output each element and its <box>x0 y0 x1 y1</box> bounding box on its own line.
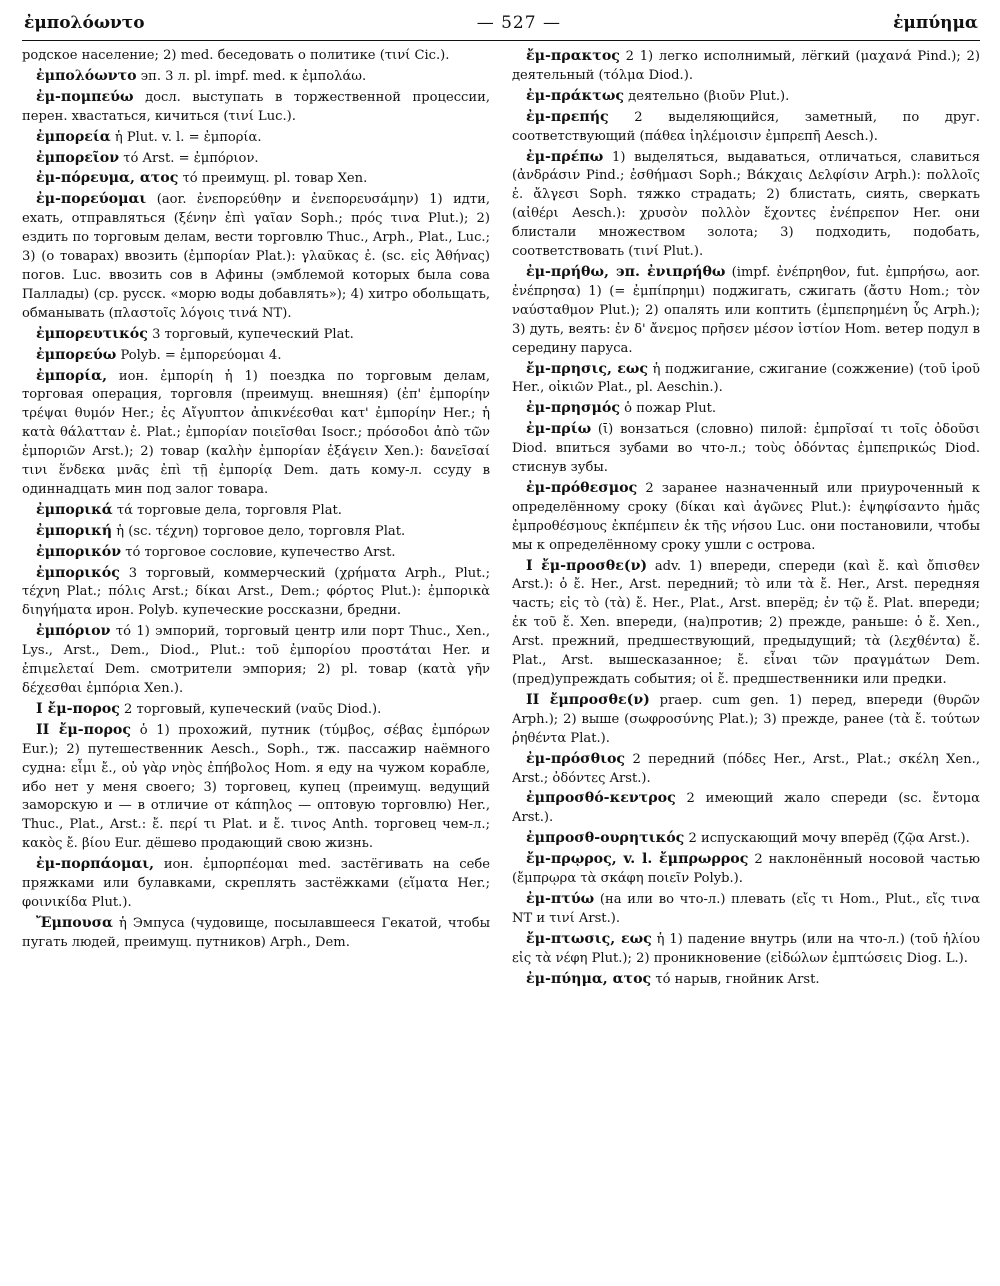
entry-headword: I ἔμ-πορος <box>36 700 120 717</box>
entry-headword: ἐμπόριον <box>36 623 111 640</box>
entry-headword: ἐμ-πομπεύω <box>36 88 134 105</box>
dictionary-entry <box>512 850 980 889</box>
entry-definition: деятельно (βιοῦν Plut.). <box>623 88 790 104</box>
entry-definition: ион. ἐμπορπέομαι med. застёгивать на себе пряжками или булавками, скреплять застёжками (εἵματα Her.; φοινικίδα Plut.). <box>22 857 490 910</box>
entry-definition: 1) выделяться, выдаваться, отличаться, славиться (ἀνδράσιν Pind.; ἐσθήμασι Soph.; Βάκχαις Δελφίσιν Arph.): πολλοῖς ἐ. ἄλγεσι Soph. тяжко страдать; 2) блистать, сиять, сверкать (αἰθέρι Aesch.): χρυσὸν πολλὸν ἔχοντες ἐνέπρεπον Her. они блистали множеством золота; 3) подходить, подобать, соответствовать (τινί Plut.). <box>512 149 980 260</box>
entry-definition: ἡ 1) падение внутрь (или на что-л.) (τοῦ ἡλίου εἰς τὰ νέφη Plut.); 2) проникновение (εἰδώλων ἐμπτώσεις Diog. L.). <box>512 931 980 966</box>
dictionary-entry <box>512 399 980 419</box>
header-rule <box>22 40 980 41</box>
dictionary-entry <box>22 522 490 542</box>
entry-headword: ἐμπορεῖον <box>36 149 120 166</box>
entry-definition: (ῑ) вонзаться (словно) пилой: ἐμπρῖσαί τι τοῖς ὀδοῦσι Diod. впиться зубами во что-л.; τοὺς ὀδόντας ἐμπεπρικώς Diod. стиснув зубы. <box>512 422 980 476</box>
dictionary-entry <box>512 420 980 478</box>
dictionary-entry <box>22 564 490 622</box>
dictionary-entry <box>512 148 980 262</box>
entry-definition: 3 торговый, коммерческий (χρήματα Arph., Plut.; τέχνη Plat.; πόλις Arst.; δίκαι Arst., Dem.; φόρτος Plut.): ἐμπορικὰ διηγήματα ирон. Polyb. купеческие россказни, бредни. <box>22 565 490 619</box>
dictionary-entry <box>512 479 980 556</box>
entry-headword: ἐμπορεύω <box>36 346 117 363</box>
entry-definition: эп. 3 л. pl. impf. med. к ἐμπολάω. <box>136 68 367 84</box>
dictionary-entry <box>512 970 980 990</box>
header-right-guideword: ἐμπύημα <box>893 13 978 33</box>
entry-headword: ἐμπροσθ-ουρητικός <box>526 830 685 847</box>
entry-headword: II ἔμ-πορος <box>36 721 132 738</box>
dictionary-entry <box>512 108 980 147</box>
dictionary-entry <box>22 367 490 500</box>
entry-definition: досл. выступать в торжественной процессии, перен. хвастаться, кичиться (τινί Luc.). <box>22 89 490 124</box>
dictionary-entry <box>512 360 980 399</box>
entry-headword: ἐμπορική <box>36 522 113 539</box>
entry-definition: 2 выделяющийся, заметный, по друг. соответствующий (πάθεα ἰηλέμοισιν ἐμπρεπῆ Aesch.). <box>512 109 980 144</box>
dictionary-entry <box>22 67 490 87</box>
dictionary-entry <box>512 750 980 789</box>
dictionary-entry <box>22 128 490 148</box>
entry-headword: ἔμ-πτωσις, εως <box>526 930 652 947</box>
entry-headword: II ἔμπροσθε(ν) <box>526 691 650 708</box>
entry-definition: ἡ Plut. v. l. = ἐμπορία. <box>110 129 262 145</box>
entry-definition: (aor. ἐνεπορεύθην и ἐνεπορευσάμην) 1) идти, ехать, отправляться (ξένην ἐπὶ γαῖαν Soph.; πρός τινα Plut.); 2) ездить по торговым делам, вести торговлю Thuc., Arph., Plat., Luc.; 3) (о товарах) ввозить (ἐμπορίαν Plat.): γλαῦκας ἐ. (sc. εἰς Ἀθήνας) погов. Luc. ввозить сов в Афины (эмблемой которых была сова Паллады) (ср. русск. «морю воды добавлять»); 4) хитро обольщать, обманывать (πλαστοῖς λόγοις τινά NT). <box>22 192 490 321</box>
entry-definition: praep. cum gen. 1) перед, впереди (θυρῶν Arph.); 2) выше (σωφροσύνης Plat.); 3) прежде, ранее (τὰ ἔ. τούτων ῥηθέντα Plat.). <box>512 692 980 746</box>
entry-definition: 2 испускающий мочу вперёд (ζῷα Arst.). <box>684 831 970 847</box>
entry-headword: ἐμ-πρόσθιος <box>526 750 626 767</box>
dictionary-entry <box>512 557 980 690</box>
entry-headword: ἐμ-πρήθω, эп. ἐνιπρήθω <box>526 263 726 280</box>
dictionary-entry <box>22 501 490 521</box>
entry-definition: ὁ 1) прохожий, путник (τύμβος, σέβας ἐμπόρων Eur.); 2) путешественник Aesch., Soph., тж. пассажир наёмного судна: εἶμι ἔ., οὐ γὰρ νηὸς ἐπήβολος Hom. я еду на чужом корабле, ибо нет у меня своего; 3) торговец, купец (преимущ. ведущий заморскую и — в отличие от κάπηλος — оптовую торговлю) Her., Thuc., Plat., Arst.: ἔ. περί τι Plat. и ἔ. τινος Anth. торговец чем-л.; κακὸς ἔ. βίου Eur. дёшево продающий свою жизнь. <box>22 722 490 852</box>
dictionary-entry <box>22 622 490 699</box>
dictionary-entry <box>22 543 490 563</box>
entry-definition: 2 имеющий жало спереди (sc. ἔντομα Arst.). <box>512 791 980 826</box>
entry-headword: ἐμ-πρόθεσμος <box>526 479 638 496</box>
entry-headword: I ἔμ-προσθε(ν) <box>526 557 648 574</box>
entry-headword: ἐμ-πόρευμα, ατος <box>36 170 179 187</box>
dictionary-entry <box>512 691 980 749</box>
entry-definition: (impf. ἐνέπρηθον, fut. ἐμπρήσω, aor. ἐνέπρησα) 1) (= ἐμπίπρημι) поджигать, сжигать (ἄστυ Hom.; τὸν ναύσταθμον Plut.); 2) опалять или коптить (ἐμπεπρημένη ὗς Arph.); 3) дуть, веять: ἐν δ' ἄνεμος πρῆσεν μέσον ἱστίον Hom. ветер подул в середину паруса. <box>512 264 980 356</box>
entry-definition: ἡ поджигание, сжигание (сожжение) (τοῦ ἱροῦ Her., οἰκιῶν Plat., pl. Aeschin.). <box>512 361 980 396</box>
entry-headword: ἐμπορεία <box>36 128 111 145</box>
entry-definition: Polyb. = ἐμπορεύομαι 4. <box>116 347 282 363</box>
entry-headword: ἐμ-πύημα, ατος <box>526 970 652 987</box>
dictionary-entry <box>22 47 490 66</box>
header-left-guideword: ἐμπολόωντο <box>24 13 145 33</box>
entry-headword: ἐμπορικόν <box>36 543 122 560</box>
entry-definition: τό нарыв, гнойник Arst. <box>651 971 820 987</box>
dictionary-entry <box>512 47 980 86</box>
dictionary-entry <box>512 87 980 107</box>
entry-headword: ἐμ-πρίω <box>526 421 592 438</box>
entry-headword: ἐμ-πτύω <box>526 890 595 907</box>
entry-definition: (на или во что-л.) плевать (εἴς τι Hom., Plut., εἴς τινα NT и τινί Arst.). <box>512 891 980 926</box>
page-number: — 527 — <box>476 13 561 33</box>
entry-headword: ἐμ-πορπάομαι, <box>36 856 155 873</box>
entry-headword: ἔμ-πρησις, εως <box>526 360 649 377</box>
entry-definition: 2 передний (πόδες Her., Arst., Plat.; σκέλη Xen., Arst.; ὀδόντες Arst.). <box>512 751 980 786</box>
dictionary-entry <box>512 930 980 969</box>
entry-definition: 2 заранее назначенный или приуроченный к определённому сроку (δίκαι καὶ ἀγῶνες Plut.): ἐψηφίσαντο ἡμᾶς ἐμπροθέσμους ἐκπέμπειν ἐκ τῆς νήσου Luc. они постановили, чтобы мы к определённому сроку ушли с острова. <box>512 480 980 553</box>
dictionary-entry <box>22 169 490 189</box>
dictionary-entry <box>512 263 980 359</box>
columns <box>22 47 980 1267</box>
entry-headword: ἐμπορία, <box>36 367 108 384</box>
left-column <box>22 47 490 1267</box>
entry-headword: ἐμπροσθό-κεντρος <box>526 790 676 807</box>
entry-definition: ἡ Эмпуса (чудовище, посылавшееся Гекатой, чтобы пугать людей, преимущ. путников) Arph., Dem. <box>22 915 490 950</box>
entry-definition: τό 1) эмпорий, торговый центр или порт Thuc., Xen., Lys., Arst., Dem., Diod., Plut.: τοῦ ἐμπορίου προστάται Her. и ἐπιμελεταί Dem. смотрители эмпория; 2) pl. товар (κατὰ γῆν δέχεσθαι ἐμπόρια Xen.). <box>22 624 490 696</box>
entry-definition: 2 1) легко исполнимый, лёгкий (μαχανά Pind.); 2) деятельный (τόλμα Diod.). <box>512 49 980 83</box>
entry-headword: ἐμ-πορεύομαι <box>36 191 147 208</box>
entry-definition: 3 торговый, купеческий Plat. <box>147 326 354 342</box>
running-header <box>22 12 980 40</box>
entry-headword: ἔμ-πρακτος <box>526 48 620 64</box>
entry-definition: τό Arst. = ἐμπόριον. <box>119 150 259 166</box>
dictionary-entry <box>22 914 490 953</box>
dictionary-entry <box>22 325 490 345</box>
entry-definition: 2 наклонённый носовой частью (ἔμπρῳρα τὰ σκάφη ποιεῖν Polyb.). <box>512 852 980 887</box>
entry-definition: ὁ пожар Plut. <box>619 401 717 417</box>
dictionary-entry <box>512 890 980 929</box>
entry-definition: 2 торговый, купеческий (ναῦς Diod.). <box>119 701 382 717</box>
entry-headword: ἐμ-πρεπής <box>526 108 609 125</box>
dictionary-entry <box>22 346 490 366</box>
entry-definition: родское население; 2) med. беседовать о политике (τινί Cic.). <box>22 48 450 63</box>
entry-headword: ἐμπολόωντο <box>36 67 137 84</box>
dictionary-entry <box>512 829 980 849</box>
entry-definition: τό торговое сословие, купечество Arst. <box>121 544 396 560</box>
dictionary-entry <box>22 190 490 323</box>
dictionary-entry <box>22 149 490 169</box>
dictionary-entry <box>22 721 490 854</box>
entry-headword: ἐμ-πρησμός <box>526 400 620 417</box>
entry-definition: ἡ (sc. τέχνη) торговое дело, торговля Plat. <box>112 523 406 539</box>
entry-headword: ἐμπορευτικός <box>36 325 148 342</box>
dictionary-entry <box>22 88 490 127</box>
dictionary-entry <box>22 855 490 913</box>
dictionary-entry <box>512 789 980 828</box>
entry-headword: ἔμ-πρῳρος, v. l. ἔμπρωρρος <box>526 851 749 868</box>
entry-headword: ἐμ-πράκτως <box>526 87 624 104</box>
entry-headword: ἐμ-πρέπω <box>526 148 604 165</box>
right-column <box>512 47 980 1267</box>
entry-headword: ἐμπορικά <box>36 501 113 518</box>
entry-headword: Ἔμπουσα <box>36 914 113 931</box>
dictionary-entry <box>22 700 490 720</box>
entry-definition: adv. 1) впереди, спереди (καὶ ἔ. καὶ ὄπισθεν Arst.): ὁ ἔ. Her., Arst. передний; τὸ или τὰ ἔ. Her., Arst. передняя часть; εἰς τὸ (τὰ) ἔ. Her., Plat., Arst. вперёд; ἐν τῷ ἔ. Plat. впереди; ἐκ τοῦ ἔ. Xen. впереди, (на)против; 2) прежде, раньше: ὁ ἔ. Xen., Arst. прежний, предшествующий, предыдущий; τὰ (λεχθέντα) ἔ. Plat., Arst. вышесказанное; ἔ. εἶναι τῶν πραγμάτων Dem. (пред)упреждать события; οἱ ἔ. предшественники или предки. <box>512 558 980 687</box>
entry-headword: ἐμπορικός <box>36 564 120 581</box>
entry-definition: τό преимущ. pl. товар Xen. <box>178 171 368 187</box>
entry-definition: ион. ἐμπορίη ἡ 1) поездка по торговым делам, торговая операция, торговля (преимущ. внешняя) (ἐπ' ἐμπορίην τρέψαι θυμόν Her.; ἐς Αἴγυπτον ἀπικνέεσθαι κατ' ἐμπορίην Her.; ἡ κατὰ θάλατταν ἐ. Plat.; ἐμπορίαν ποιεῖσθαι Isocr.; πρόσοδοι ἀπὸ τῶν ἐμποριῶν Arst.); 2) товар (καλὴν ἐμπορίαν ἐξάγειν Xen.): δανεῖσαί τινι ἕνδεκα μνᾶς ἐπὶ τῇ ἐμπορίᾳ Dem. дать кому-л. ссуду в одиннадцать мин под залог товара. <box>22 368 490 497</box>
entry-definition: τά торговые дела, торговля Plat. <box>112 502 342 518</box>
